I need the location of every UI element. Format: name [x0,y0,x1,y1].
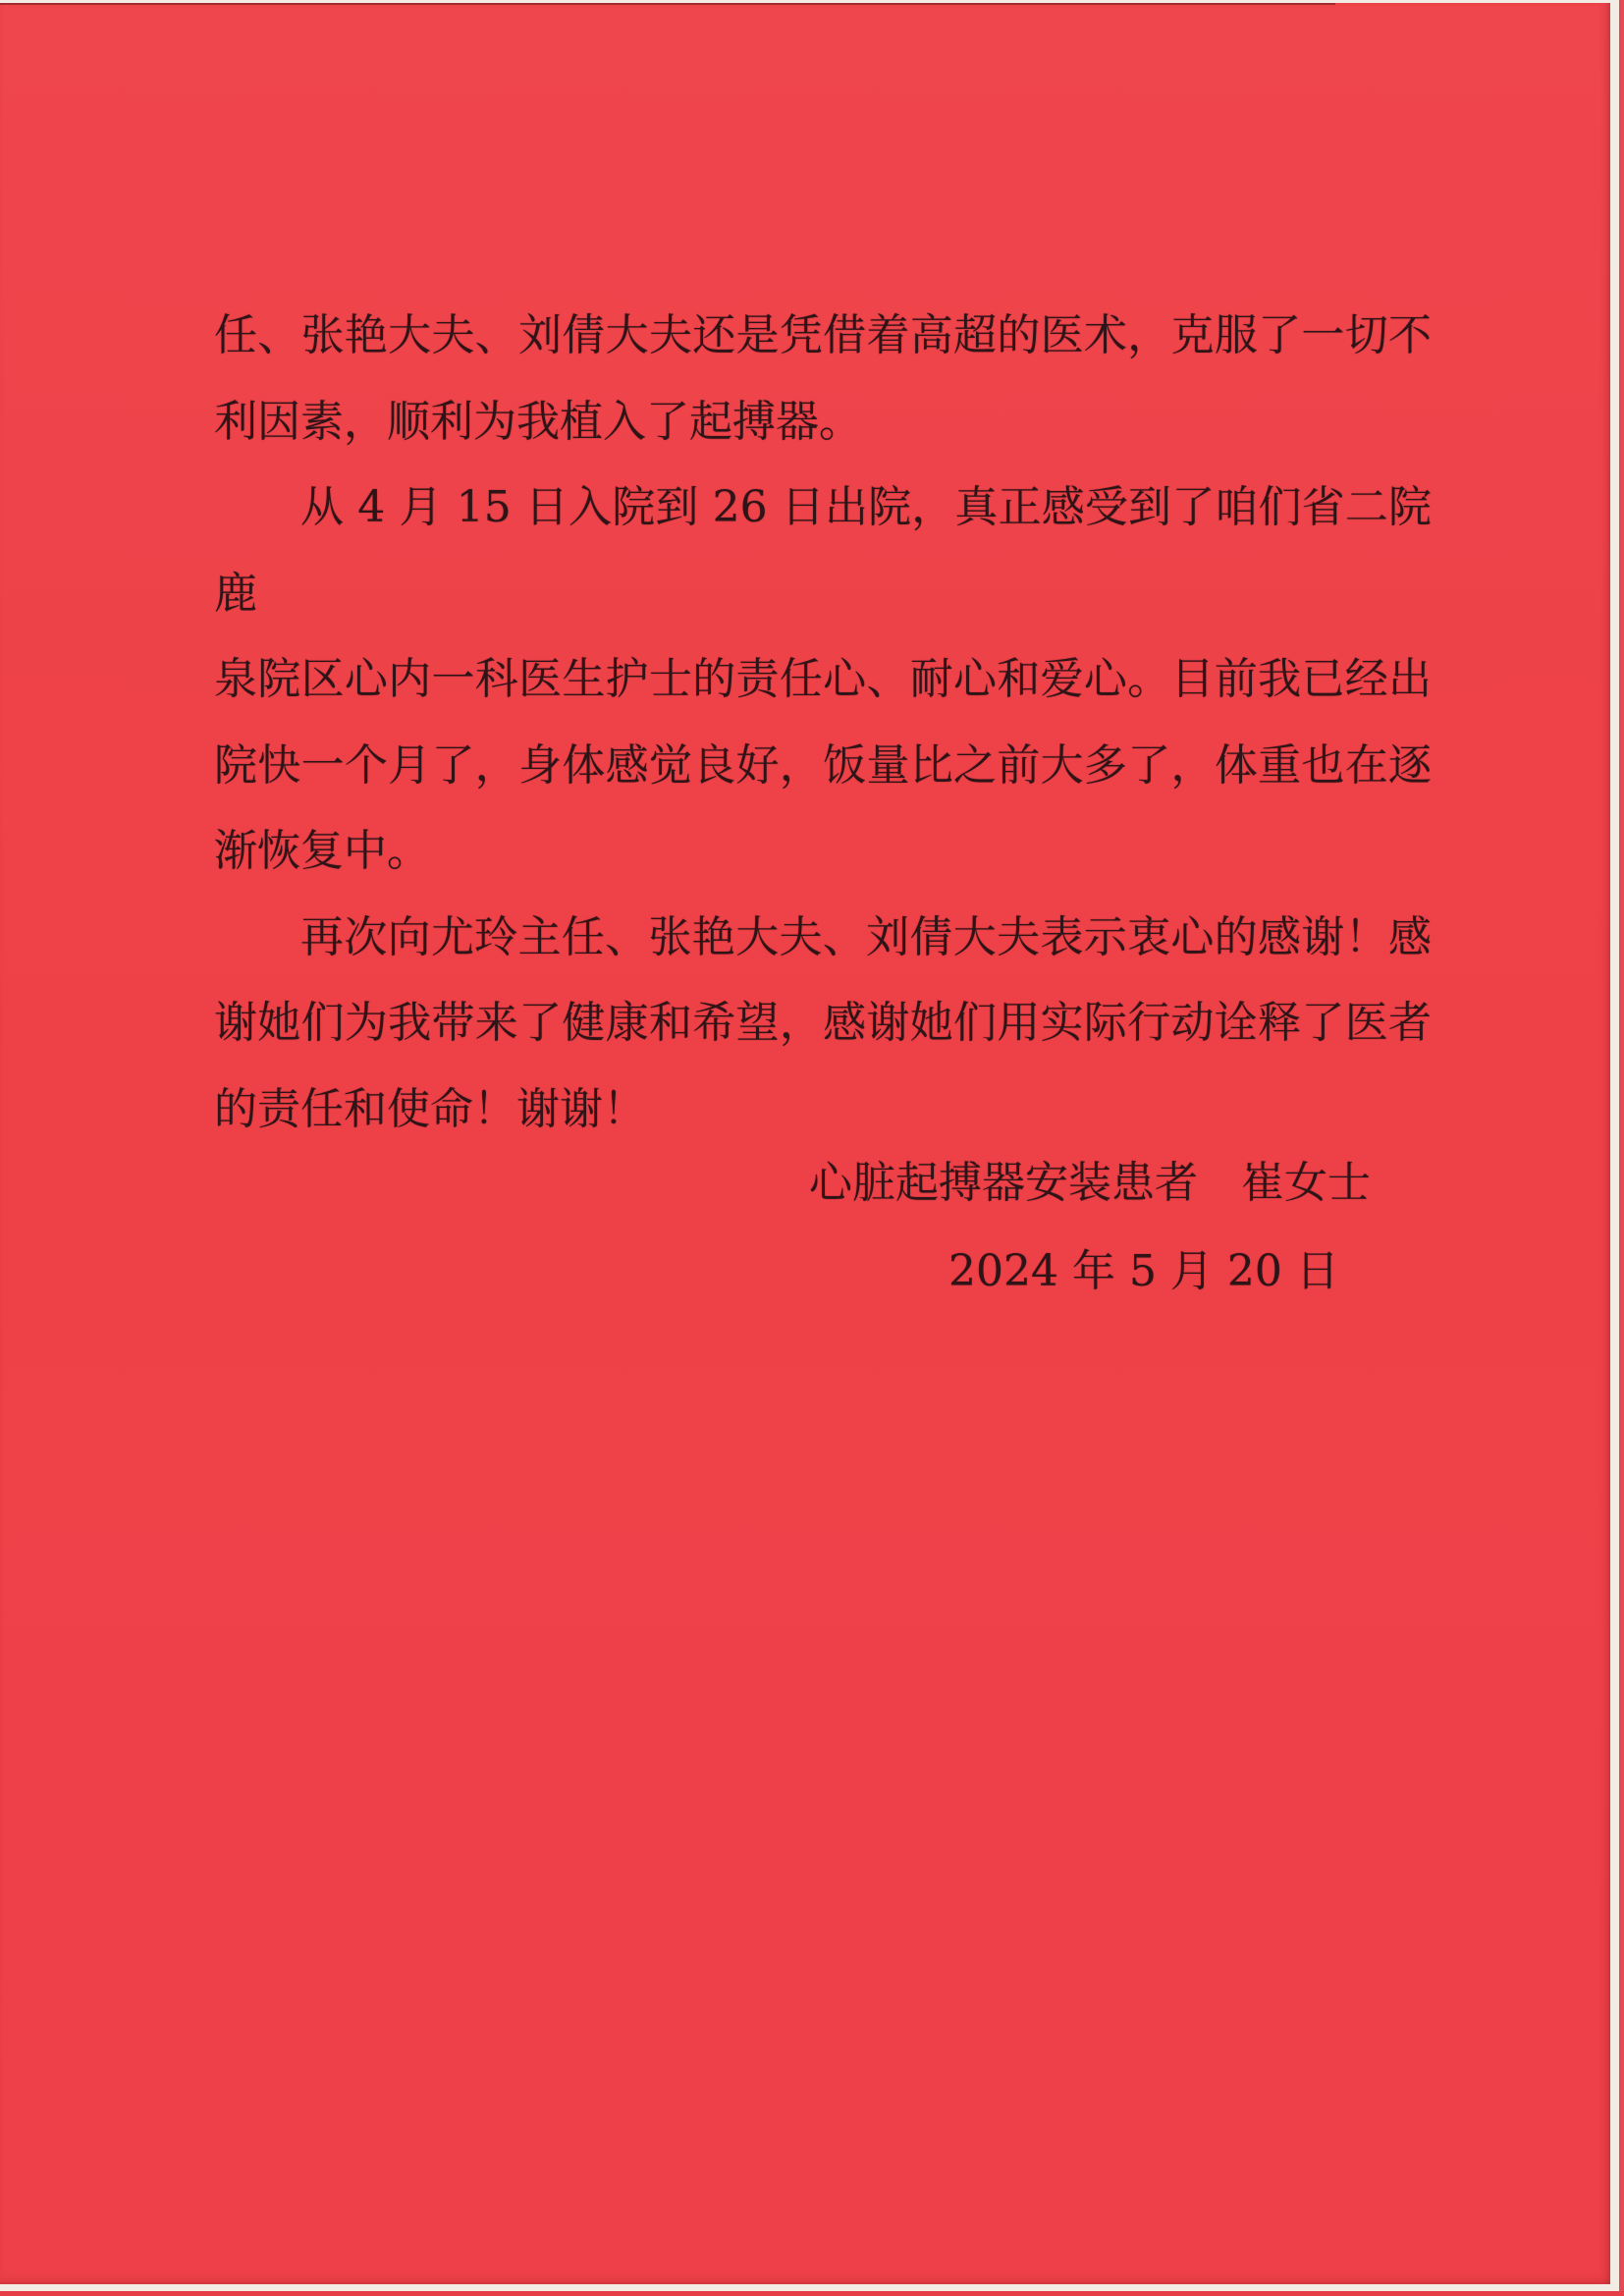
red-letter-paper [0,3,1610,2284]
letter-body-line: 的责任和使命！谢谢！ [214,1083,646,1134]
scan-edge-bottom-red-sliver [0,2291,1624,2296]
letter-body-line: 泉院区心内一科医生护士的责任心、耐心和爱心。目前我已经出 [214,654,1432,704]
letter-body-line: 任、张艳大夫、刘倩大夫还是凭借着高超的医术，克服了一切不 [214,310,1432,360]
scan-edge-right-red-sliver [1619,0,1624,2296]
letter-body [214,293,1432,1152]
signature-line: 心脏起搏器安装患者 崔女士 [809,1158,1371,1208]
date-line: 2024 年 5 月 20 日 [948,1246,1339,1296]
letter-body-line: 利因素，顺利为我植入了起搏器。 [214,396,862,447]
letter-body-line: 渐恢复中。 [214,826,430,876]
letter-body-line: 谢她们为我带来了健康和希望，感谢她们用实际行动诠释了医者 [214,998,1432,1048]
scan-artifact-top-line [0,3,1335,5]
letter-body-line: 再次向尤玲主任、张艳大夫、刘倩大夫表示衷心的感谢！感 [300,911,1432,962]
letter-body-line: 院快一个月了，身体感觉良好，饭量比之前大多了，体重也在逐 [214,739,1432,791]
letter-body-line: 从 4 月 15 日入院到 26 日出院，真正感受到了咱们省二院鹿 [214,482,1432,619]
